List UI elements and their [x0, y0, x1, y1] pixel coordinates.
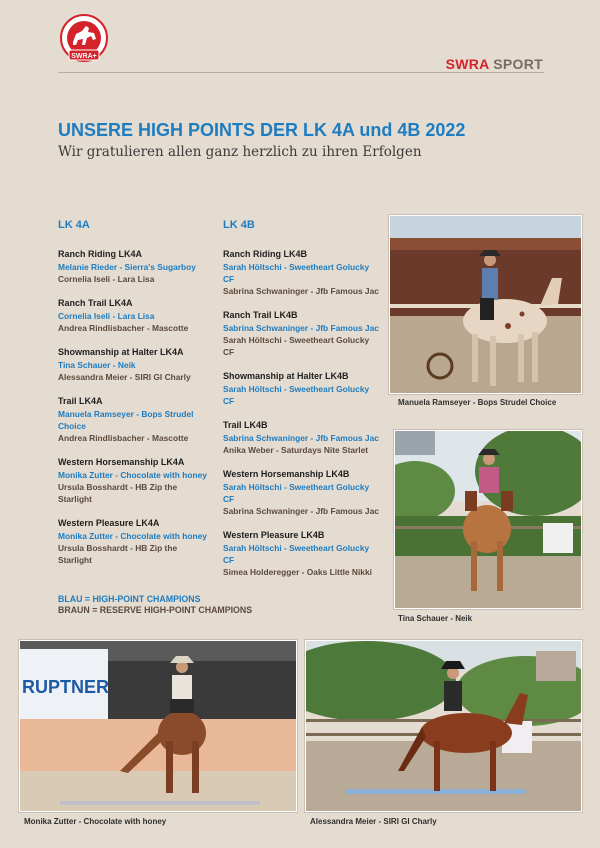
caption-monika-zutter: Monika Zutter - Chocolate with honey — [24, 817, 167, 826]
class-title: Ranch Trail LK4B — [223, 310, 298, 320]
champion-entry: Sarah Höltschi - Sweetheart Golucky CF — [223, 384, 370, 406]
swra-logo — [58, 14, 110, 66]
class-block — [223, 370, 379, 407]
class-title: Western Pleasure LK4A — [58, 518, 160, 528]
class-title: Ranch Riding LK4A — [58, 249, 143, 259]
photo-alessandra-meier — [305, 640, 582, 812]
reserve-entry: Ursula Bosshardt - HB Zip the Starlight — [58, 543, 178, 565]
class-block — [58, 395, 208, 444]
class-title: Ranch Trail LK4A — [58, 298, 133, 308]
reserve-entry: Andrea Rindlisbacher - Mascotte — [58, 433, 189, 443]
reserve-entry: Cornelia Iseli - Lara Lisa — [58, 274, 155, 284]
color-legend — [58, 594, 252, 616]
class-title: Western Pleasure LK4B — [223, 530, 325, 540]
reserve-entry: Alessandra Meier - SIRI GI Charly — [58, 372, 191, 382]
class-title: Ranch Riding LK4B — [223, 249, 308, 259]
class-title: Showmanship at Halter LK4B — [223, 371, 349, 381]
champion-entry: Sabrina Schwaninger - Jfb Famous Jac — [223, 433, 379, 443]
class-title: Western Horsemanship LK4A — [58, 457, 185, 467]
logo-text: SWRA+ — [71, 53, 97, 60]
caption-alessandra-meier: Alessandra Meier - SIRI GI Charly — [310, 817, 437, 826]
photo-tina-schauer — [394, 430, 582, 609]
class-block — [58, 456, 208, 505]
class-title: Western Horsemanship LK4B — [223, 469, 350, 479]
champion-entry: Cornelia Iseli - Lara Lisa — [58, 311, 155, 321]
legend-reserve: BRAUN = RESERVE HIGH-POINT CHAMPIONS — [58, 605, 253, 615]
class-block — [58, 248, 208, 285]
champion-entry: Monika Zutter - Chocolate with honey — [58, 531, 207, 541]
champion-entry: Sarah Höltschi - Sweetheart Golucky CF — [223, 543, 370, 565]
page-subtitle: Wir gratulieren allen ganz herzlich zu ihren Erfolgen — [58, 144, 422, 160]
reserve-entry: Ursula Bosshardt - HB Zip the Starlight — [58, 482, 178, 504]
reserve-entry: Sabrina Schwaninger - Jfb Famous Jac — [223, 286, 379, 296]
class-title: Showmanship at Halter LK4A — [58, 347, 184, 357]
brand-swra: SWRA — [445, 56, 490, 72]
champion-entry: Sarah Höltschi - Sweetheart Golucky CF — [223, 482, 370, 504]
reserve-entry: Sabrina Schwaninger - Jfb Famous Jac — [223, 506, 379, 516]
lk4a-heading: LK 4A — [58, 219, 90, 231]
class-block — [223, 468, 379, 517]
lk4a-column — [58, 218, 208, 578]
class-block — [58, 297, 208, 334]
brand-sport: SPORT — [493, 56, 543, 72]
class-block — [223, 419, 379, 456]
reserve-entry: Anika Weber - Saturdays Nite Starlet — [223, 445, 369, 455]
arena-banner-text: RUPTNER — [22, 677, 110, 697]
page-title: UNSERE HIGH POINTS DER LK 4A und 4B 2022 — [58, 120, 466, 140]
champion-entry: Manuela Ramseyer - Bops Strudel Choice — [58, 409, 194, 431]
class-block — [58, 517, 208, 566]
champion-entry: Sarah Höltschi - Sweetheart Golucky CF — [223, 262, 370, 284]
photo-manuela-ramseyer — [389, 215, 582, 394]
champion-entry: Sabrina Schwaninger - Jfb Famous Jac — [223, 323, 379, 333]
class-block — [223, 248, 379, 297]
photo-monika-zutter — [19, 640, 297, 812]
caption-tina-schauer: Tina Schauer - Neik — [398, 614, 473, 623]
class-title: Trail LK4B — [223, 420, 268, 430]
header-divider — [58, 72, 544, 73]
lk4b-column — [223, 218, 379, 590]
reserve-entry: Sarah Höltschi - Sweetheart Golucky CF — [223, 335, 370, 357]
reserve-entry: Simea Holderegger - Oaks Little Nikki — [223, 567, 372, 577]
lk4b-heading: LK 4B — [223, 219, 255, 231]
champion-entry: Monika Zutter - Chocolate with honey — [58, 470, 207, 480]
reserve-entry: Andrea Rindlisbacher - Mascotte — [58, 323, 189, 333]
class-block — [223, 309, 379, 358]
class-title: Trail LK4A — [58, 396, 103, 406]
caption-manuela-ramseyer: Manuela Ramseyer - Bops Strudel Choice — [398, 398, 557, 407]
champion-entry: Melanie Rieder - Sierra's Sugarboy — [58, 262, 196, 272]
class-block — [58, 346, 208, 383]
class-block — [223, 529, 379, 578]
brand-title — [446, 56, 543, 72]
legend-champions: BLAU = HIGH-POINT CHAMPIONS — [58, 594, 201, 604]
champion-entry: Tina Schauer - Neik — [58, 360, 136, 370]
